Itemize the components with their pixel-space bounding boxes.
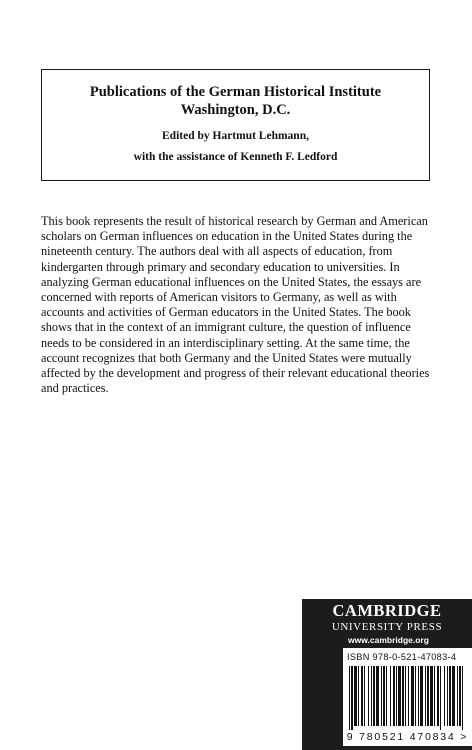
series-title: Publications of the German Historical Institute bbox=[89, 84, 382, 100]
publisher-url: www.cambridge.org bbox=[348, 635, 429, 645]
series-assistant: with the assistance of Kenneth F. Ledford bbox=[133, 151, 338, 163]
barcode-panel bbox=[343, 648, 472, 746]
publisher-subname: UNIVERSITY PRESS bbox=[331, 621, 443, 633]
series-editor: Edited by Hartmut Lehmann, bbox=[162, 130, 309, 142]
series-info-box bbox=[41, 69, 430, 181]
book-description: This book represents the result of historical research by German and American scholars on German influences on education in the United States during the nineteenth century. The authors deal with all aspects of education, from kindergarten through primary and secondary education to universities. In analyzing German educational influences on the United States, the essays are concerned with reports of American visitors to Germany, as well as with accounts and activities of German educators in the United States. The book shows that in the context of an immigrant culture, the question of influence needs to be considered in an interdisciplinary setting. At the same time, the account recognizes that both Germany and the United States were mutually affected by the development and progress of their relevant educational theories and practices. bbox=[41, 214, 430, 396]
series-location: Washington, D.C. bbox=[180, 102, 291, 118]
barcode-icon bbox=[347, 666, 468, 730]
barcode-digits: 9 780521 470834 > bbox=[346, 731, 469, 743]
publisher-name: CAMBRIDGE bbox=[332, 601, 442, 620]
isbn-label: ISBN 978-0-521-47083-4 bbox=[347, 652, 457, 662]
